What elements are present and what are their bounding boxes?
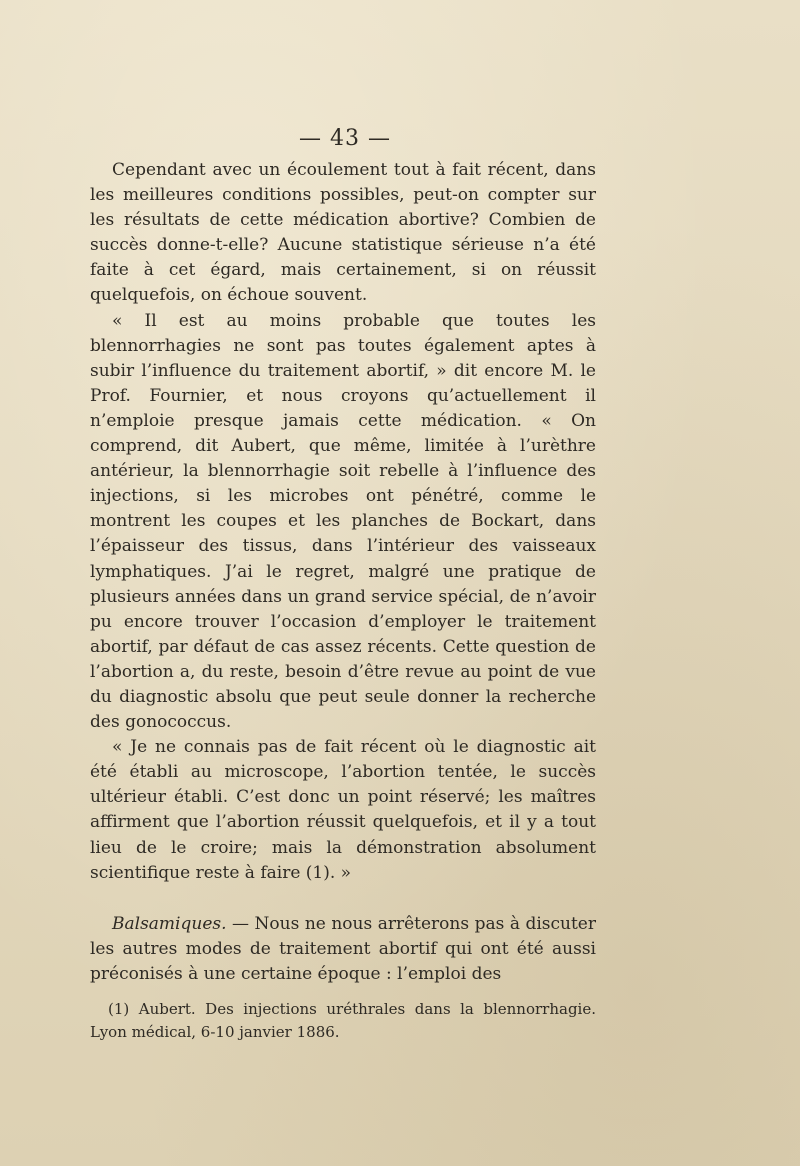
paragraph-2: « Il est au moins probable que toutes les blennorrhagies ne sont pas toutes également aptes à subir l’influence du traitement abortif, » dit encore M. le Prof. Fournier, et nous croyons qu’actuellement il n’emploie presque jamais cette médication. « On comprend, dit Aubert, que même, limitée à l’urèthre antérieur, la blennorrhagie soit rebelle à l’influence des injections, si les microbes ont pénétré, comme le montrent les coupes et les planches de Bockart, dans l’épaisseur des tissus, dans l’intérieur des vaisseaux lymphatiques. J’ai le regret, malgré une pratique de plusieurs années dans un grand service spécial, de n’avoir pu encore trouver l’occasion d’employer le traitement abortif, par défaut de cas assez récents. Cette question de l’abortion a, du reste, besoin d’être revue au point de vue du diagnostic absolu que peut seule donner la recherche des gonococcus.	[90, 310, 596, 733]
footnote: (1) Aubert. Des injections uréthrales dans la blennorrhagie. Lyon médical, 6-10 janvier 1886.	[90, 1000, 596, 1041]
paragraph-1: Cependant avec un écoulement tout à fait récent, dans les meilleures conditions possibles, peut-on compter sur les résultats de cette médication abortive? Combien de succès donne-t-elle? Aucune statistique sérieuse n’a été faite à cet égard, mais certainement, si on réussit quelquefois, on échoue souvent.	[90, 160, 596, 306]
page-number: — 43 —	[299, 126, 391, 151]
section-lead: Balsamiques.	[112, 913, 227, 934]
paragraph-3: « Je ne connais pas de fait récent où le diagnostic ait été établi au microscope, l’abortion tentée, le succès ultérieur établi. C’est donc un point réservé; les maîtres affirment que l’abortion réussit quelquefois, et il y a tout lieu de le croire; mais la démonstration absolument scientifique reste à faire (1). »	[90, 737, 596, 883]
section-text: — Nous ne nous arrêterons pas à discuter les autres modes de traitement abortif qui ont été aussi préconisés à une certaine époque : l’emploi des	[90, 913, 596, 984]
body-text	[90, 158, 596, 987]
section-paragraph	[90, 912, 596, 987]
